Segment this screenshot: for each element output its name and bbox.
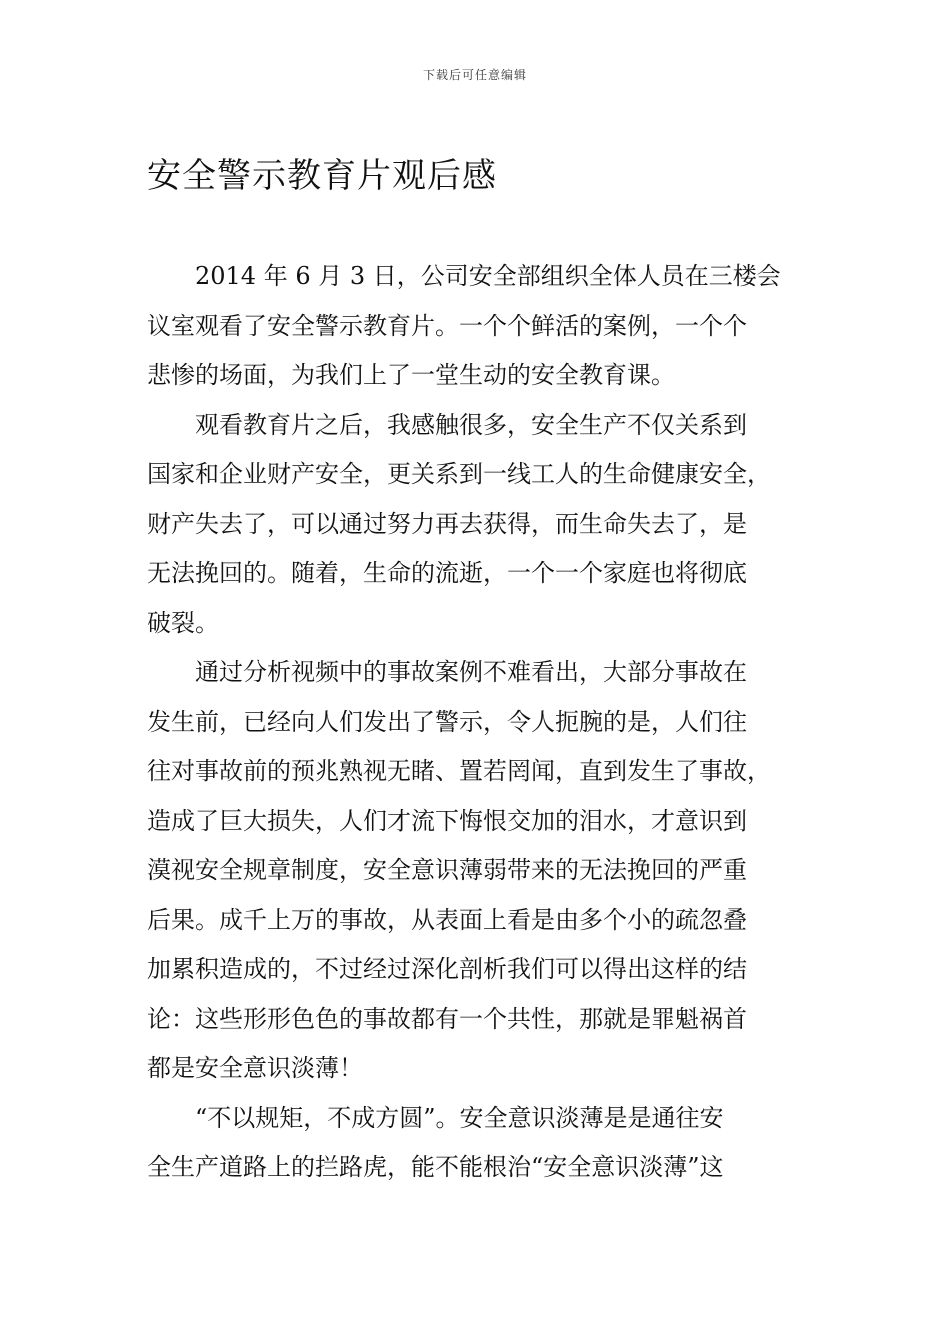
document-body — [147, 252, 807, 1193]
page-header-note: 下载后可任意编辑 — [422, 68, 527, 82]
paragraph-line: 议室观看了安全警示教育片。一个个鲜活的案例，一个个 — [147, 311, 747, 340]
paragraph-3 — [147, 648, 807, 1094]
paragraph-line: 发生前，已经向人们发出了警示，令人扼腕的是，人们往 — [147, 707, 747, 736]
paragraph-1 — [147, 252, 807, 401]
paragraph-4 — [147, 1094, 807, 1193]
paragraph-line: 造成了巨大损失，人们才流下悔恨交加的泪水，才意识到 — [147, 806, 747, 835]
paragraph-2 — [147, 401, 807, 649]
paragraph-line: 财产失去了，可以通过努力再去获得，而生命失去了，是 — [147, 509, 747, 538]
paragraph-line: 都是安全意识淡薄！ — [147, 1054, 363, 1082]
paragraph-line: 往对事故前的预兆熟视无睹、置若罔闻，直到发生了事故， — [147, 757, 771, 785]
document-title: 安全警示教育片观后感 — [147, 156, 497, 196]
paragraph-line: 悲惨的场面，为我们上了一堂生动的安全教育课。 — [147, 361, 675, 389]
paragraph-line: 破裂。 — [147, 608, 219, 637]
paragraph-line: “不以规矩，不成方圆”。安全意识淡薄是是通往安 — [195, 1103, 724, 1132]
paragraph-line: 后果。成千上万的事故，从表面上看是由多个小的疏忽叠 — [147, 905, 747, 934]
paragraph-line: 漠视安全规章制度，安全意识薄弱带来的无法挽回的严重 — [147, 856, 747, 884]
paragraph-line: 2014 年 6 月 3 日，公司安全部组织全体人员在三楼会 — [195, 262, 781, 290]
paragraph-line: 无法挽回的。随着，生命的流逝，一个一个家庭也将彻底 — [147, 559, 747, 587]
paragraph-line: 全生产道路上的拦路虎，能不能根治“安全意识淡薄”这 — [147, 1153, 724, 1181]
paragraph-line: 观看教育片之后，我感触很多，安全生产不仅关系到 — [195, 410, 747, 439]
paragraph-line: 加累积造成的，不过经过深化剖析我们可以得出这样的结 — [147, 955, 747, 983]
paragraph-line: 论：这些形形色色的事故都有一个共性，那就是罪魁祸首 — [147, 1004, 747, 1033]
paragraph-line: 通过分析视频中的事故案例不难看出，大部分事故在 — [195, 658, 747, 686]
paragraph-line: 国家和企业财产安全，更关系到一线工人的生命健康安全， — [147, 460, 771, 488]
